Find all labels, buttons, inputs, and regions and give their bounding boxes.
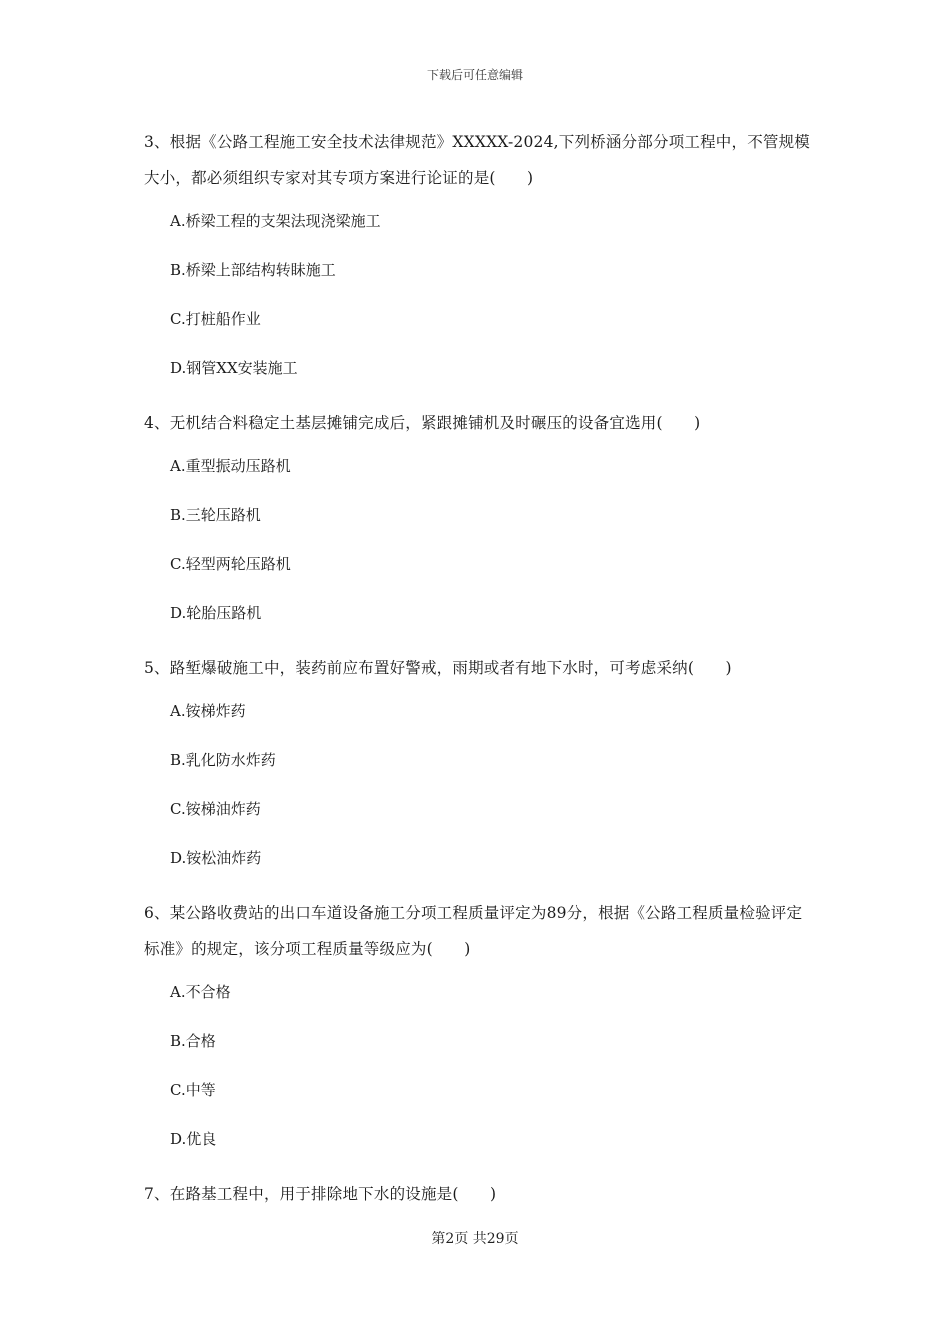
option-list [144,454,812,625]
page-footer: 第2页 共29页 [431,1231,519,1247]
page-header: 下载后可任意编辑 [426,68,523,82]
option-b: B.乳化防水炸药 [170,751,276,769]
option-a: A.铵梯炸药 [170,702,246,720]
option-b: B.合格 [170,1032,216,1050]
option-a: A.重型振动压路机 [170,457,291,475]
option-d: D.优良 [170,1130,217,1148]
question-6 [144,895,812,1151]
option-a: A.不合格 [170,983,231,1001]
document-body [144,124,812,1212]
question-7 [144,1176,812,1212]
option-d: D.钢管XX安装施工 [170,359,298,377]
option-c: C.中等 [170,1081,216,1099]
option-list [144,209,812,380]
option-c: C.轻型两轮压路机 [170,555,291,573]
question-4 [144,405,812,625]
option-d: D.轮胎压路机 [170,604,262,622]
question-5 [144,650,812,870]
question-stem: 5、路堑爆破施工中，装药前应布置好警戒，雨期或者有地下水时，可考虑采纳( ) [144,659,732,677]
question-3 [144,124,812,380]
question-stem: 7、在路基工程中，用于排除地下水的设施是( ) [144,1185,497,1203]
option-c: C.铵梯油炸药 [170,800,261,818]
option-c: C.打桩船作业 [170,310,261,328]
option-a: A.桥梁工程的支架法现浇梁施工 [170,212,381,230]
option-list [144,699,812,870]
option-b: B.三轮压路机 [170,506,261,524]
question-stem: 3、根据《公路工程施工安全技术法律规范》XXXXX-2024,下列桥涵分部分项工程中，不管规模大小，都必须组织专家对其专项方案进行论证的是( ) [144,133,810,187]
option-list [144,980,812,1151]
question-stem: 6、某公路收费站的出口车道设备施工分项工程质量评定为89分，根据《公路工程质量检验评定标准》的规定，该分项工程质量等级应为( ) [144,904,803,958]
option-b: B.桥梁上部结构转眛施工 [170,261,336,279]
question-stem: 4、无机结合料稳定土基层摊铺完成后，紧跟摊铺机及时碾压的设备宜选用( ) [144,414,701,432]
option-d: D.铵松油炸药 [170,849,262,867]
